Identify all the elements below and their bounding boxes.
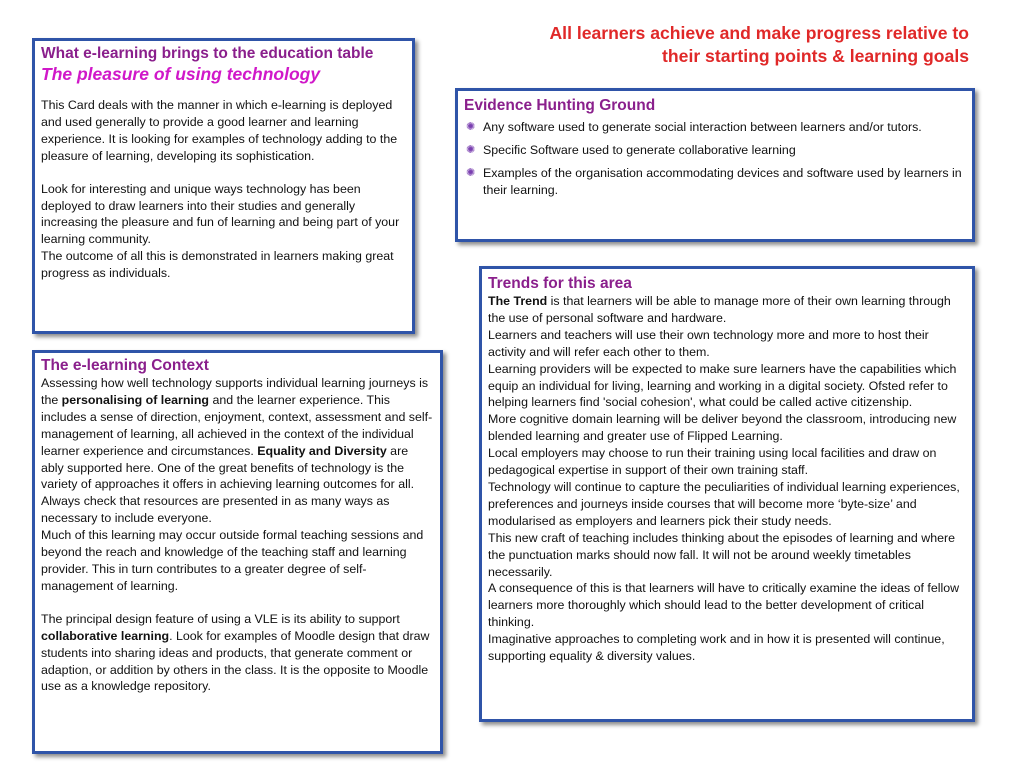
page-headline bbox=[449, 22, 969, 68]
card-trends-paragraph: Technology will continue to capture the peculiarities of individual learning experiences, preferences and journeys inside courses that will become more ‘byte-size’ and modularised as employers and learners pick their study needs. bbox=[488, 479, 960, 528]
emphasis-personalising: personalising of learning bbox=[61, 392, 210, 407]
card-what-elearning-brings bbox=[32, 38, 415, 334]
card-what-title: What e-learning brings to the education table bbox=[41, 45, 374, 62]
card-trends bbox=[479, 266, 975, 722]
evidence-item-text: Specific Software used to generate collaborative learning bbox=[483, 142, 796, 157]
emphasis-equality-diversity: Equality and Diversity bbox=[257, 443, 387, 458]
evidence-list bbox=[464, 119, 966, 199]
list-item bbox=[464, 142, 966, 159]
card-context-paragraph-3 bbox=[41, 611, 434, 696]
card-evidence-hunting-ground bbox=[455, 88, 975, 242]
text-run: are ably supported here. One of the great benefits of technology is the variety of approaches it offers in achieving learning outcomes for all. Always check that resources are presented in as many ways as necessary to include everyone. bbox=[41, 443, 415, 526]
evidence-item-text: Examples of the organisation accommodating devices and software used by learners in their learning. bbox=[483, 165, 962, 197]
card-trends-paragraph: More cognitive domain learning will be deliver beyond the classroom, introducing new blended learning and greater use of Flipped Learning. bbox=[488, 412, 957, 444]
headline-line-2: their starting points & learning goals bbox=[662, 46, 969, 66]
card-what-paragraph-2: Look for interesting and unique ways technology has been deployed to draw learners into their studies and generally increasing the pleasure and fun of learning and being part of your learning community. bbox=[41, 181, 400, 247]
card-trends-paragraph-1 bbox=[488, 293, 966, 327]
card-context-paragraph-2: Much of this learning may occur outside formal teaching sessions and beyond the reach and knowledge of the teaching staff and learning provider. This in turn contributes to a greater degree of self-management of learning. bbox=[41, 528, 424, 593]
text-run: The principal design feature of using a VLE is its ability to support bbox=[41, 611, 400, 626]
card-what-subtitle: The pleasure of using technology bbox=[41, 64, 321, 84]
card-trends-title: Trends for this area bbox=[488, 275, 632, 292]
emphasis-the-trend: The Trend bbox=[488, 294, 548, 308]
emphasis-collaborative: collaborative learning bbox=[41, 628, 170, 643]
list-item bbox=[464, 165, 966, 199]
sunburst-bullet-icon: ✺ bbox=[466, 166, 476, 179]
text-run: Assessing how well technology supports individual learning journeys is the bbox=[41, 376, 429, 407]
card-what-paragraph-1: This Card deals with the manner in which e-learning is deployed and used generally to provide a good learner and learning experience. It is looking for examples of technology adding to the pleasure of learning, developing its sophistication. bbox=[41, 98, 398, 163]
text-run: and the learner experience. This includes a sense of direction, enjoyment, context, assessment and self-management of learning, all achieved in the context of the individual learner experience and circumstances. bbox=[41, 392, 433, 458]
card-context-title: The e-learning Context bbox=[41, 357, 209, 374]
card-trends-paragraph: Learning providers will be expected to make sure learners have the capabilities which equip an individual for living, learning and working in a digital society. Ofsted refer to helping learners find 'social cohesion', what could be called active citizenship. bbox=[488, 361, 957, 410]
card-context-paragraph-1 bbox=[41, 375, 434, 527]
card-trends-paragraph: Local employers may choose to run their training using local facilities and draw on pedagogical expertise in support of their own training staff. bbox=[488, 446, 937, 478]
evidence-item-text: Any software used to generate social interaction between learners and/or tutors. bbox=[483, 120, 922, 134]
sunburst-bullet-icon: ✺ bbox=[466, 143, 476, 156]
card-what-paragraph-3: The outcome of all this is demonstrated in learners making great progress as individuals. bbox=[41, 249, 394, 281]
sunburst-bullet-icon: ✺ bbox=[466, 121, 476, 133]
card-trends-paragraph: Imaginative approaches to completing work and in how it is presented will continue, supporting equality & diversity values. bbox=[488, 632, 945, 664]
card-trends-paragraph: A consequence of this is that learners will have to critically examine the ideas of fellow learners more thoroughly which should lead to the better development of critical thinking. bbox=[488, 581, 960, 630]
card-evidence-title: Evidence Hunting Ground bbox=[464, 97, 656, 114]
headline-line-1: All learners achieve and make progress relative to bbox=[549, 23, 969, 43]
text-run: is that learners will be able to manage more of their own learning through the use of personal software and hardware. bbox=[488, 294, 951, 325]
card-elearning-context bbox=[32, 350, 443, 754]
list-item bbox=[464, 119, 966, 136]
card-trends-paragraph: Learners and teachers will use their own technology more and more to host their activity and will refer each other to them. bbox=[488, 327, 929, 359]
card-trends-paragraph: This new craft of teaching includes thinking about the episodes of learning and where the punctuation marks should now fall. It will not be around weekly timetables necessarily. bbox=[488, 530, 956, 579]
text-run: . Look for examples of Moodle design that draw students into sharing ideas and products, that generate comment or adaption, or addition by others in the class. It is the opposite to Moodle use as a knowledge repository. bbox=[41, 628, 430, 694]
